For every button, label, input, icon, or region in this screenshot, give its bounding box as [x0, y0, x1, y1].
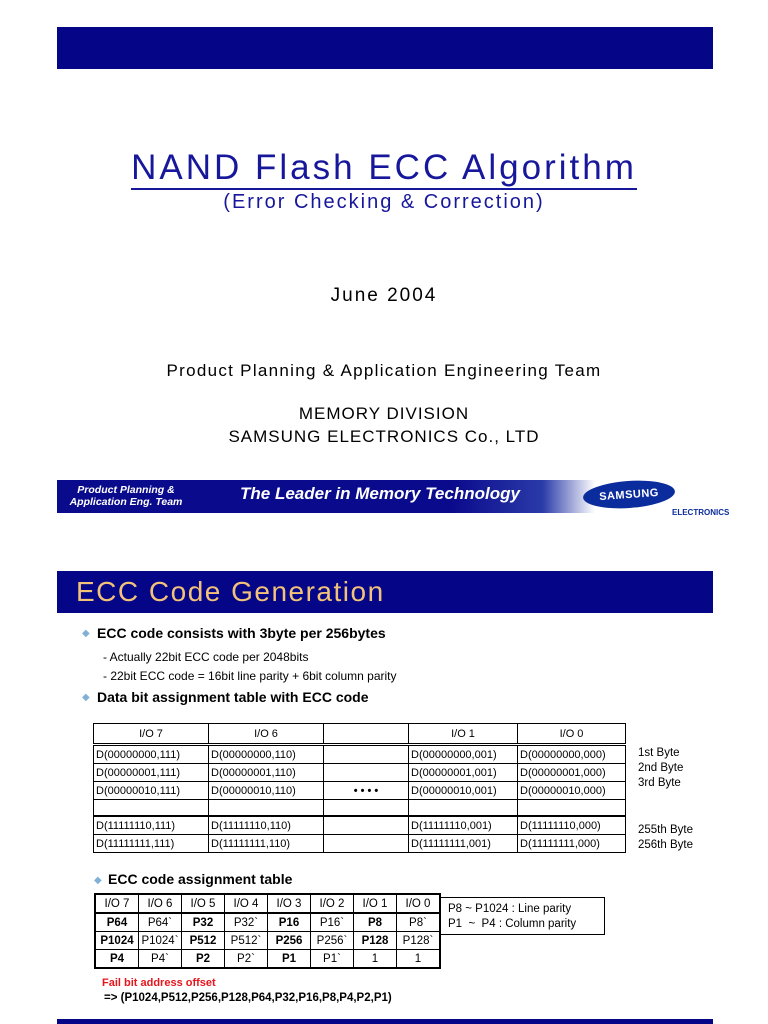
byte-label: 256th Byte — [638, 839, 693, 851]
footer-slogan: The Leader in Memory Technology — [240, 484, 520, 503]
table-row: D(11111111,111) D(11111111,110) D(11111111,001) D(11111111,000) — [94, 835, 626, 853]
table-row: D(00000000,111) D(00000000,110) D(00000000,001) D(00000000,000) — [94, 745, 626, 764]
diamond-bullet-icon: ◆ — [94, 875, 102, 886]
byte-label: 2nd Byte — [638, 762, 684, 774]
bullet-ecc-code: ECC code consists with 3byte per 256bytes — [97, 625, 386, 641]
table-row: D(00000001,111) D(00000001,110) D(00000001,001) D(00000001,000) — [94, 764, 626, 782]
slide-title: NAND Flash ECC Algorithm — [0, 148, 768, 188]
parity-note-box: P8 ~ P1024 : Line parity P1 ~ P4 : Column parity — [440, 897, 605, 935]
bullet-ecc-assignment: ECC code assignment table — [108, 871, 293, 887]
company-name: SAMSUNG ELECTRONICS Co., LTD — [228, 427, 540, 446]
logo-subtitle: ELECTRONICS — [672, 508, 730, 517]
diamond-bullet-icon: ◆ — [82, 692, 90, 703]
division-name: MEMORY DIVISION — [298, 404, 470, 423]
title-bar — [57, 27, 713, 69]
footer-team-label: Product Planning & Application Eng. Team — [69, 484, 183, 508]
bottom-bar — [57, 1019, 713, 1024]
ellipsis-dots: • • • • — [324, 782, 409, 800]
team-name: Product Planning & Application Engineering Team — [166, 361, 602, 380]
table-row: D(00000010,111) D(00000010,110) • • • • D(00000010,001) D(00000010,000) — [94, 782, 626, 800]
byte-label: 1st Byte — [638, 747, 680, 759]
table-header-row: I/O 7 I/O 6 I/O 1 I/O 0 — [94, 724, 626, 745]
bullet-data-table: Data bit assignment table with ECC code — [97, 689, 369, 705]
byte-label: 3rd Byte — [638, 777, 681, 789]
data-bit-assignment-table — [93, 723, 626, 853]
sub-point-2: - 22bit ECC code = 16bit line parity + 6bit column parity — [103, 669, 397, 683]
table-row: D(11111110,111) D(11111110,110) D(11111110,001) D(11111110,000) — [94, 816, 626, 835]
byte-label: 255th Byte — [638, 824, 693, 836]
date: June 2004 — [330, 285, 438, 306]
table-row: P64 P64` P32 P32` P16 P16` P8 P8` — [95, 913, 440, 932]
sub-point-1: - Actually 22bit ECC code per 2048bits — [103, 650, 309, 664]
table-row — [94, 800, 626, 817]
table-header-row: I/O 7 I/O 6 I/O 5 I/O 4 I/O 3 I/O 2 I/O 1 I/O 0 — [95, 894, 440, 913]
table-row: P4 P4` P2 P2` P1 P1` 1 1 — [95, 950, 440, 969]
ecc-code-assignment-table — [94, 893, 441, 969]
section-title: ECC Code Generation — [76, 576, 385, 607]
diamond-bullet-icon: ◆ — [82, 628, 90, 639]
fail-bit-title: Fail bit address offset — [102, 977, 216, 989]
table-row: P1024 P1024` P512 P512` P256 P256` P128 P128` — [95, 932, 440, 950]
slide-subtitle: (Error Checking & Correction) — [223, 191, 545, 213]
fail-bit-offset: => (P1024,P512,P256,P128,P64,P32,P16,P8,P4,P2,P1) — [104, 992, 392, 1004]
samsung-logo: SAMSUNG — [582, 478, 676, 511]
